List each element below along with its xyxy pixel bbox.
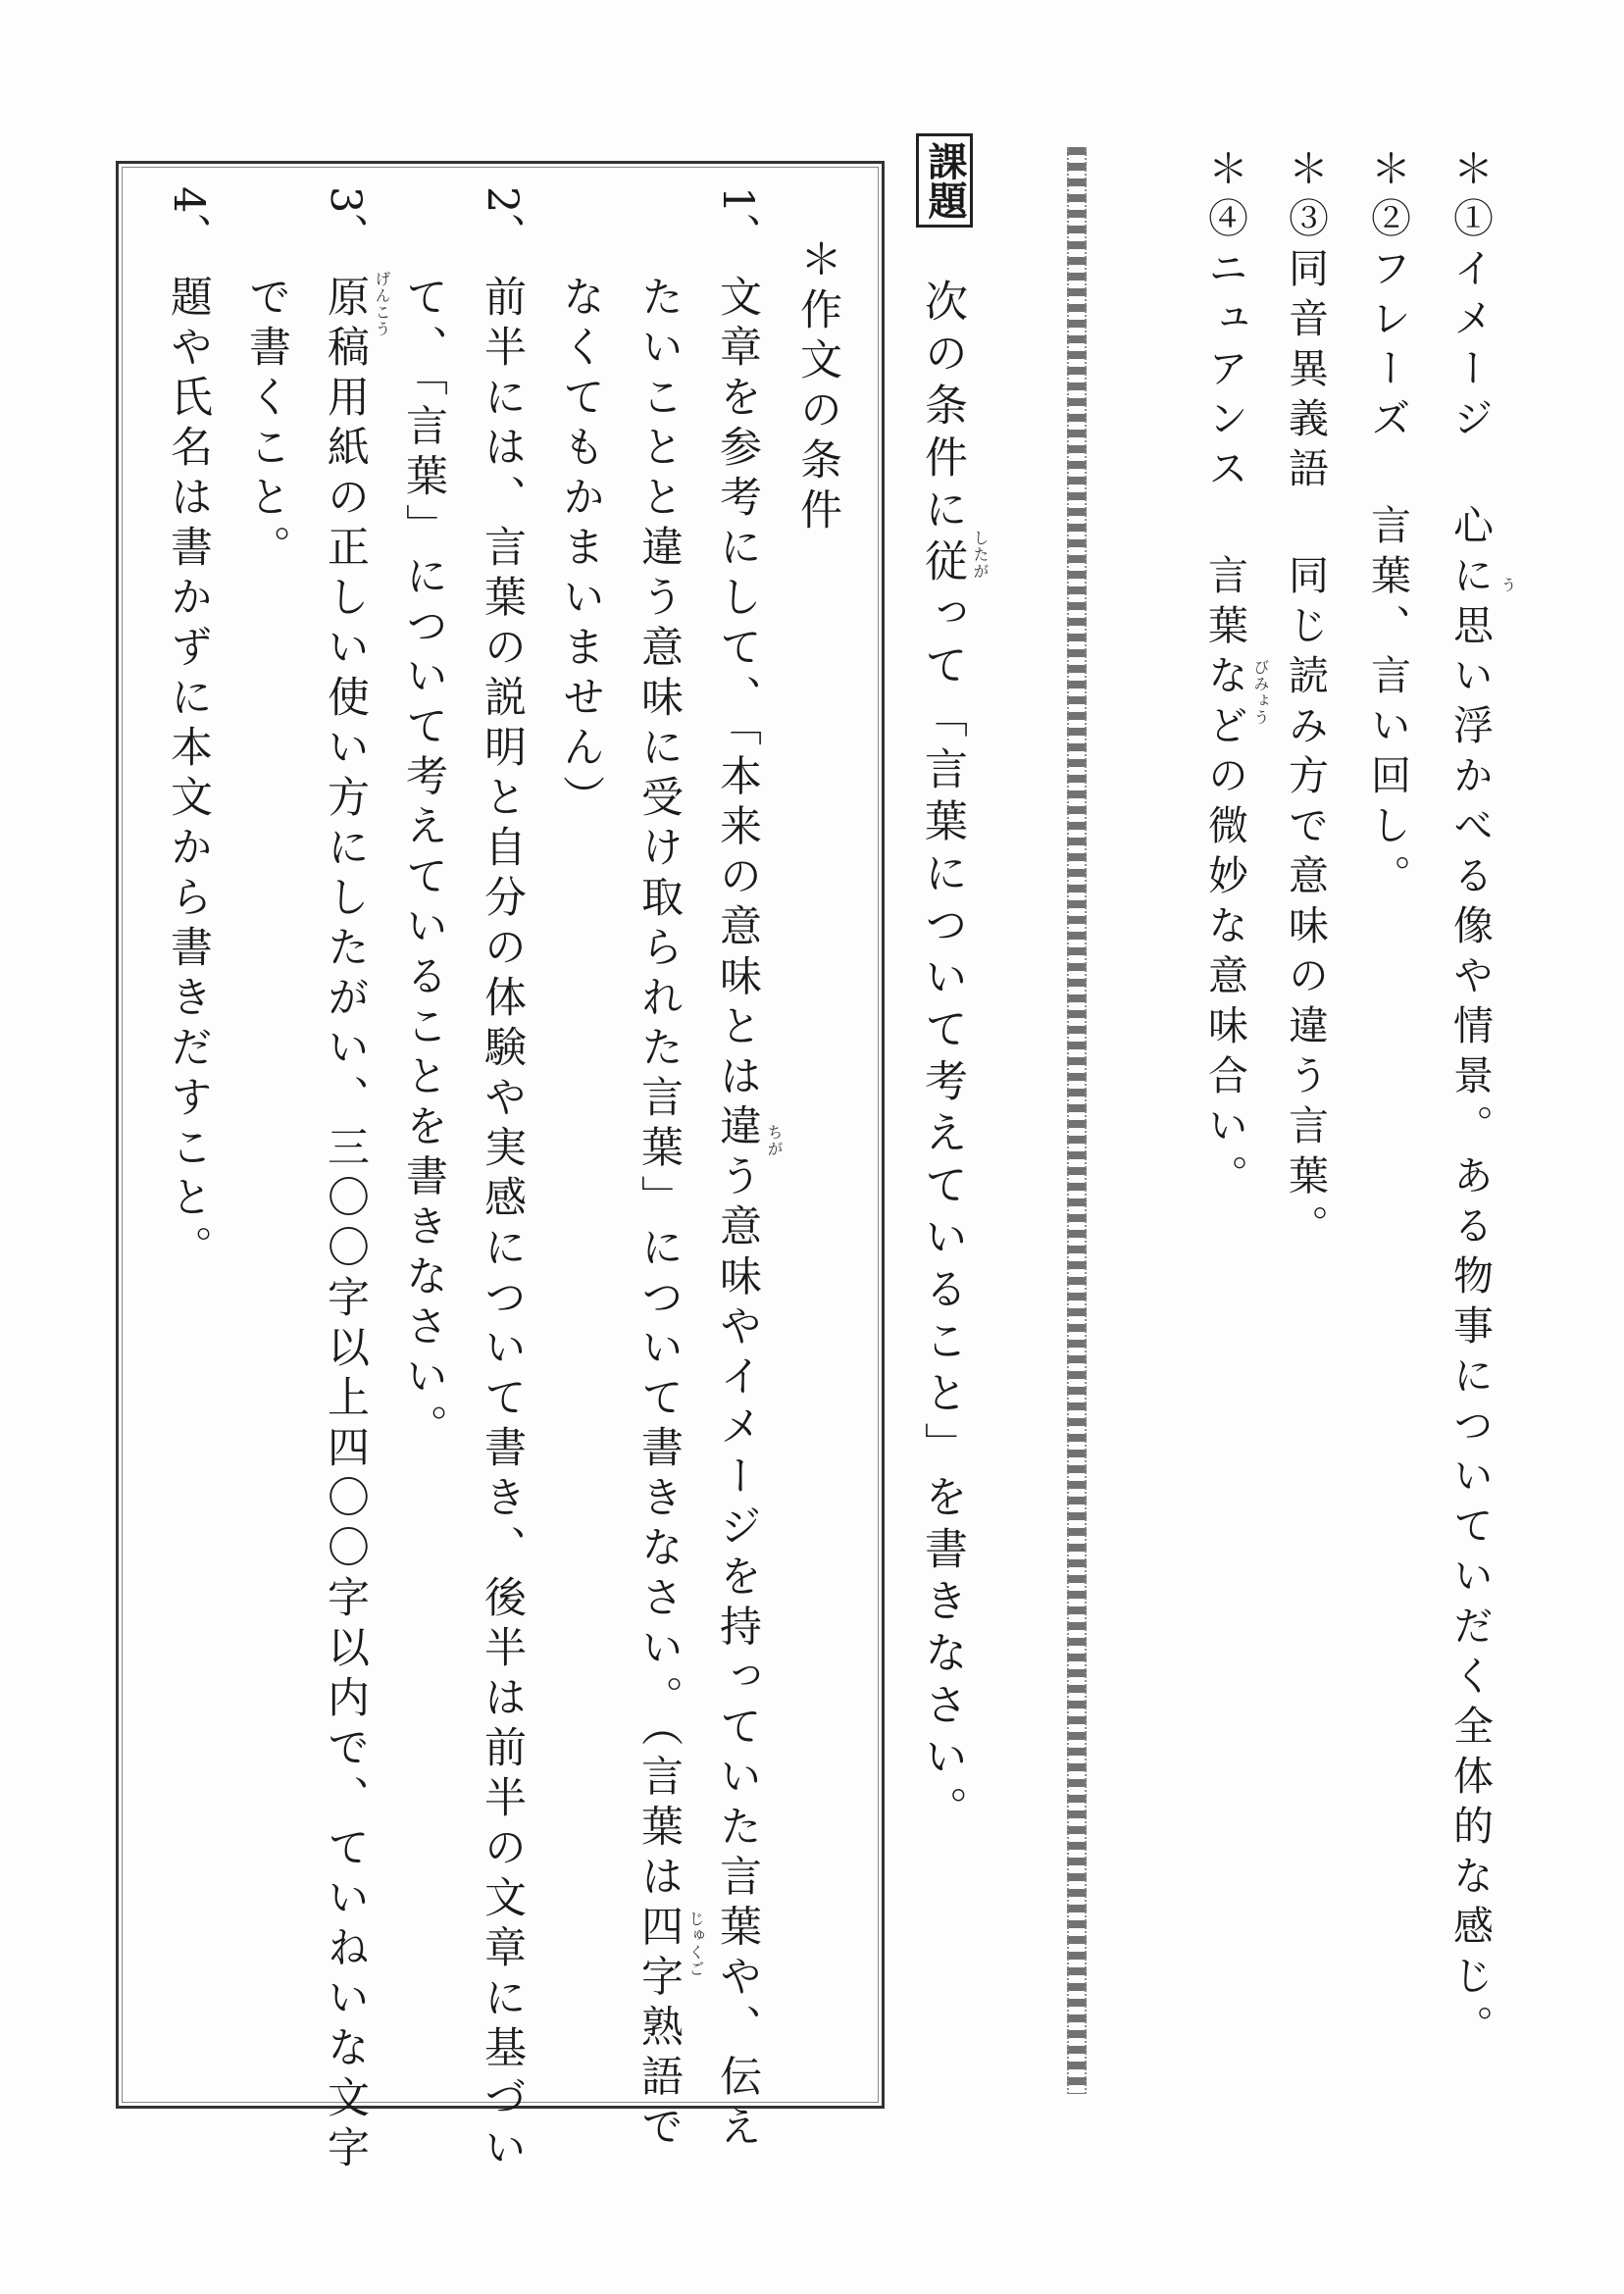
ruby-genkou: げんこう [373,271,391,337]
glossary-item-homonym: ＊③同音異義語 同じ読み方で意味の違う言葉。 [1282,147,1329,1254]
ruby-bimyou: びみょう [1251,659,1270,726]
conditions-title: ＊作文の条件 [793,237,842,537]
condition-2-line-2: て、「言葉」について考えていることを書きなさい。 [399,275,448,1454]
condition-1-line-2: たいことと違う意味に受け取られた言葉」について書きなさい。（言葉は四字熟語で [634,275,684,2155]
condition-3-line-1: 原稿用紙の正しい使い方にしたがい、三〇〇字以上四〇〇字以内で、ていねいな文字 [321,275,370,2175]
condition-3-number: 3、 [321,186,370,256]
condition-4-number: 4、 [164,186,213,256]
condition-1-line-1: 文章を参考にして、「本来の意味とは違う意味やイメージを持っていた言葉や、伝え [713,275,762,2155]
condition-3-line-2: で書くこと。 [242,275,291,575]
condition-2-line-1: 前半には、言葉の説明と自分の体験や実感について書き、後半は前半の文章に基づい [478,275,527,2175]
condition-2-number: 2、 [478,186,527,256]
condition-1-line-3: なくてもかまいません） [556,275,605,825]
glossary-item-nuance: ＊④ニュアンス 言葉などの微妙な意味合い。 [1201,147,1248,1204]
task-label: 課題 [916,133,973,228]
task-instruction: 次の条件に従って「言葉について考えていること」を書きなさい。 [917,279,967,1838]
ruby-shitagau: したが [971,530,990,580]
condition-1-number: 1、 [713,186,762,256]
condition-4-line-1: 題や氏名は書かずに本文から書きだすこと。 [164,275,213,1275]
glossary-item-image: ＊①イメージ 心に思い浮かべる像や情景。ある物事についていだく全体的な感じ。 [1446,147,1494,2055]
ruby-ukabu: う [1498,577,1517,593]
dotted-divider [1067,147,1087,2094]
ruby-jukugo: じゅくご [686,1911,705,1977]
glossary-item-phrase: ＊②フレーズ 言葉、言い回し。 [1364,147,1411,904]
ruby-chigau: ちが [765,1124,784,1157]
